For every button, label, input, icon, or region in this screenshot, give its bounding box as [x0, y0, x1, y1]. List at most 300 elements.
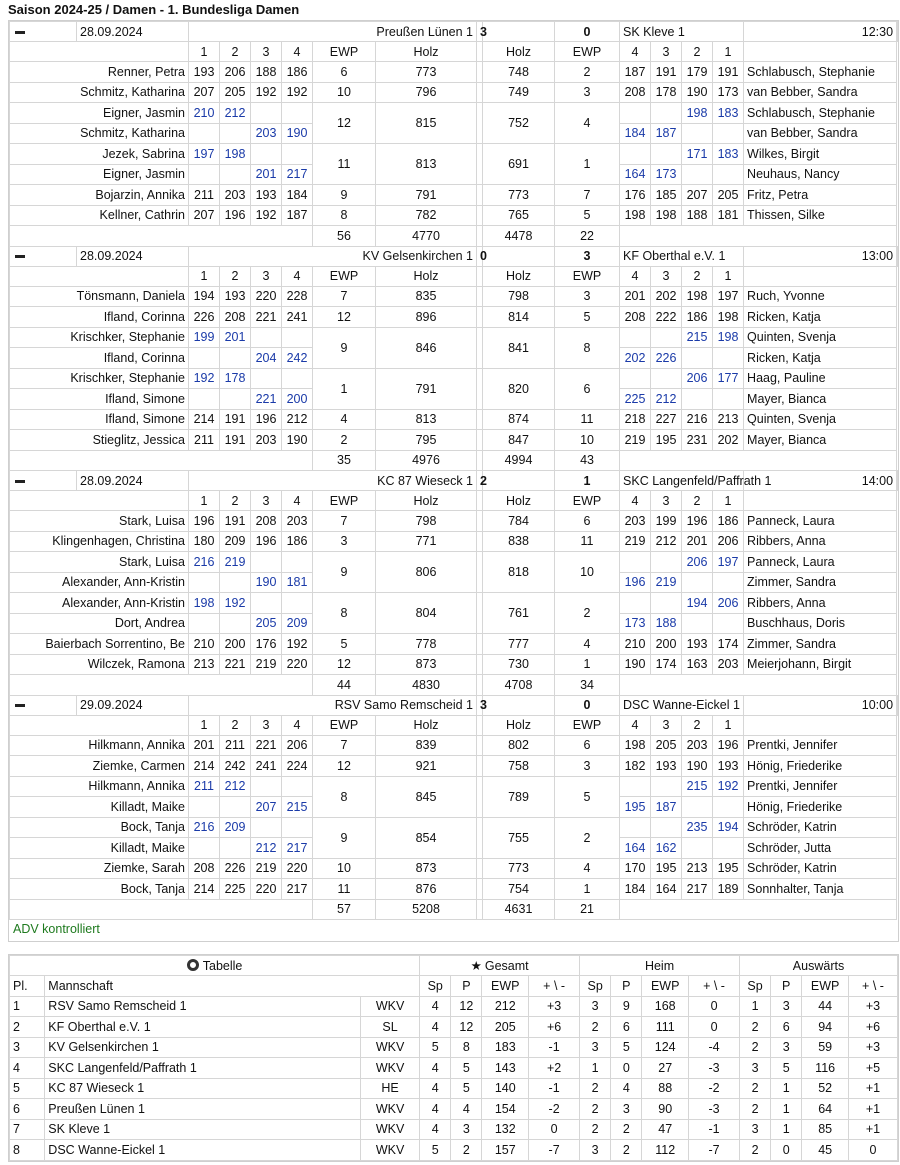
- standings-row: [10, 1058, 898, 1079]
- substitution-row-1: [10, 552, 898, 573]
- away-game-score: 200: [651, 634, 682, 655]
- home-game-score: 212: [251, 838, 282, 859]
- home-game-score: 212: [220, 776, 251, 797]
- home-holz: 813: [376, 144, 477, 185]
- col-sp[interactable]: Sp: [420, 976, 451, 997]
- away-game-score: 187: [651, 797, 682, 818]
- away-player-name: Ribbers, Anna: [744, 531, 897, 552]
- player-row: [10, 286, 898, 307]
- home-game-score: 209: [220, 531, 251, 552]
- away-p: 1: [771, 1119, 802, 1140]
- empty-score: [651, 817, 682, 838]
- col-p[interactable]: P: [771, 976, 802, 997]
- away-player-name: Ricken, Katja: [744, 307, 897, 328]
- col-team[interactable]: Mannschaft: [45, 976, 420, 997]
- away-player-name: Thissen, Silke: [744, 205, 897, 226]
- team-name[interactable]: DSC Wanne-Eickel 1: [45, 1140, 361, 1161]
- home-game-score: 216: [189, 817, 220, 838]
- away-holz: 789: [483, 776, 555, 817]
- toggle-cell: [10, 22, 77, 42]
- home-game-score: 215: [282, 797, 313, 818]
- player-row: [10, 205, 898, 226]
- empty-score: [682, 572, 713, 593]
- away-game-score: 219: [620, 531, 651, 552]
- home-ewp: 1: [313, 368, 376, 409]
- away-sp: 2: [740, 1078, 771, 1099]
- blank: [10, 675, 313, 696]
- home-game-score: 213: [189, 654, 220, 675]
- away-game-score: 190: [682, 82, 713, 103]
- standings-row: [10, 1017, 898, 1038]
- empty-score: [251, 327, 282, 348]
- home-game-score: 214: [189, 756, 220, 777]
- home-sp: 2: [580, 1017, 611, 1038]
- away-sp: 3: [740, 1119, 771, 1140]
- col-ewp: EWP: [555, 491, 620, 511]
- home-p: 4: [611, 1078, 642, 1099]
- region: WKV: [360, 1058, 419, 1079]
- home-game-score: 187: [282, 205, 313, 226]
- away-holz: 691: [483, 144, 555, 185]
- away-match-points: 0: [555, 695, 620, 715]
- col-g4: 4: [282, 42, 313, 62]
- away-game-score: 198: [713, 327, 744, 348]
- away-game-score: 179: [682, 62, 713, 83]
- empty-score: [189, 348, 220, 369]
- home-p: 3: [611, 1099, 642, 1120]
- col-ewp: EWP: [555, 715, 620, 735]
- blank: [744, 266, 897, 286]
- home-game-score: 220: [282, 858, 313, 879]
- adv-status: ADV kontrolliert: [13, 922, 100, 936]
- home-game-score: 178: [220, 368, 251, 389]
- away-team-name[interactable]: SK Kleve 1: [620, 22, 744, 42]
- away-ewp: 116: [802, 1058, 849, 1079]
- away-game-score: 164: [651, 879, 682, 900]
- away-game-score: 208: [620, 307, 651, 328]
- away-holz: 841: [483, 327, 555, 368]
- auswaerts-header[interactable]: Auswärts: [740, 956, 898, 976]
- away-ewp: 94: [802, 1017, 849, 1038]
- region: WKV: [360, 1099, 419, 1120]
- home-diff: -2: [689, 1078, 740, 1099]
- home-holz: 839: [376, 735, 477, 756]
- standings-row: [10, 996, 898, 1017]
- home-game-score: 192: [282, 82, 313, 103]
- game-date: 29.09.2024: [77, 695, 189, 715]
- col-g2: 2: [682, 491, 713, 511]
- empty-score: [651, 776, 682, 797]
- home-holz: 791: [376, 185, 477, 206]
- home-game-score: 226: [220, 858, 251, 879]
- team-name[interactable]: SK Kleve 1: [45, 1119, 361, 1140]
- home-holz-total: 4770: [376, 226, 477, 247]
- col-ewp[interactable]: EWP: [642, 976, 689, 997]
- blank: [10, 266, 189, 286]
- spacer: [483, 246, 555, 266]
- home-game-score: 219: [251, 858, 282, 879]
- home-game-score: 203: [220, 185, 251, 206]
- home-game-score: 211: [189, 430, 220, 451]
- away-player-name: Quinten, Svenja: [744, 327, 897, 348]
- col-holz: Holz: [376, 266, 477, 286]
- col-g4: 4: [282, 266, 313, 286]
- away-team-name[interactable]: KF Oberthal e.V. 1: [620, 246, 744, 266]
- away-game-score: 235: [682, 817, 713, 838]
- empty-score: [651, 327, 682, 348]
- p: 5: [451, 1078, 482, 1099]
- home-match-points: 2: [477, 471, 483, 491]
- home-diff: -1: [689, 1119, 740, 1140]
- collapse-minus-icon[interactable]: [15, 31, 25, 34]
- empty-score: [620, 593, 651, 614]
- home-holz: 806: [376, 552, 477, 593]
- home-holz-total: 4976: [376, 450, 477, 471]
- away-diff: +1: [849, 1099, 898, 1120]
- home-game-score: 191: [220, 409, 251, 430]
- away-game-score: 182: [620, 756, 651, 777]
- sp: 4: [420, 1119, 451, 1140]
- home-team-name[interactable]: Preußen Lünen 1: [189, 22, 477, 42]
- empty-score: [220, 123, 251, 144]
- away-holz: 755: [483, 817, 555, 858]
- home-game-score: 221: [251, 389, 282, 410]
- away-game-score: 164: [620, 838, 651, 859]
- home-ewp-total: 56: [313, 226, 376, 247]
- diff: -2: [529, 1099, 580, 1120]
- game-column-header-row: [10, 715, 898, 735]
- away-game-score: 198: [682, 103, 713, 124]
- home-game-score: 198: [220, 144, 251, 165]
- away-holz: 761: [483, 593, 555, 634]
- home-game-score: 242: [220, 756, 251, 777]
- away-game-score: 195: [620, 797, 651, 818]
- empty-score: [713, 123, 744, 144]
- away-holz: 802: [483, 735, 555, 756]
- player-row: [10, 185, 898, 206]
- away-ewp: 11: [555, 531, 620, 552]
- home-player-name: Stark, Luisa: [10, 552, 189, 573]
- toggle-cell: [10, 695, 77, 715]
- rank: 3: [10, 1037, 45, 1058]
- away-game-score: 183: [713, 103, 744, 124]
- standings-row: [10, 1119, 898, 1140]
- away-ewp: 4: [555, 858, 620, 879]
- p: 2: [451, 1140, 482, 1161]
- game-time: 14:00: [744, 471, 897, 491]
- home-ewp: 124: [642, 1037, 689, 1058]
- blank: [10, 491, 189, 511]
- away-game-score: 193: [651, 756, 682, 777]
- col-g3: 3: [651, 715, 682, 735]
- home-ewp: 7: [313, 286, 376, 307]
- col-g3: 3: [651, 42, 682, 62]
- home-game-score: 176: [251, 634, 282, 655]
- empty-score: [251, 144, 282, 165]
- p: 3: [451, 1119, 482, 1140]
- away-player-name: Quinten, Svenja: [744, 409, 897, 430]
- away-game-score: 173: [620, 613, 651, 634]
- away-holz: 748: [483, 62, 555, 83]
- game-column-header-row: [10, 42, 898, 62]
- away-game-score: 201: [620, 286, 651, 307]
- home-ewp: 9: [313, 552, 376, 593]
- home-holz: 791: [376, 368, 477, 409]
- team-name[interactable]: KC 87 Wieseck 1: [45, 1078, 361, 1099]
- away-game-score: 210: [620, 634, 651, 655]
- home-game-score: 217: [282, 164, 313, 185]
- col-g2: 2: [682, 715, 713, 735]
- home-game-score: 203: [282, 511, 313, 532]
- home-game-score: 221: [251, 735, 282, 756]
- player-row: [10, 879, 898, 900]
- player-row: [10, 82, 898, 103]
- home-player-name: Hilkmann, Annika: [10, 776, 189, 797]
- home-diff: 0: [689, 1017, 740, 1038]
- p: 12: [451, 996, 482, 1017]
- away-game-score: 176: [620, 185, 651, 206]
- gesamt-header[interactable]: ★ Gesamt: [420, 956, 580, 976]
- team-name[interactable]: SKC Langenfeld/Paffrath 1: [45, 1058, 361, 1079]
- away-ewp: 10: [555, 430, 620, 451]
- home-game-score: 228: [282, 286, 313, 307]
- standings-group-header: [10, 956, 898, 976]
- away-sp: 2: [740, 1099, 771, 1120]
- substitution-row-1: [10, 144, 898, 165]
- collapse-minus-icon[interactable]: [15, 480, 25, 483]
- col-ewp[interactable]: EWP: [802, 976, 849, 997]
- col-diff[interactable]: + \ -: [689, 976, 740, 997]
- away-diff: +3: [849, 996, 898, 1017]
- home-game-score: 188: [251, 62, 282, 83]
- home-team-name[interactable]: KC 87 Wieseck 1: [189, 471, 477, 491]
- home-player-name: Ziemke, Sarah: [10, 858, 189, 879]
- col-ewp: EWP: [313, 266, 376, 286]
- substitution-row-1: [10, 593, 898, 614]
- away-p: 5: [771, 1058, 802, 1079]
- away-game-score: 196: [620, 572, 651, 593]
- team-name[interactable]: Preußen Lünen 1: [45, 1099, 361, 1120]
- home-game-score: 241: [251, 756, 282, 777]
- team-name[interactable]: RSV Samo Remscheid 1: [45, 996, 361, 1017]
- empty-score: [620, 144, 651, 165]
- col-ewp: EWP: [313, 491, 376, 511]
- away-game-score: 184: [620, 123, 651, 144]
- region: SL: [360, 1017, 419, 1038]
- away-sp: 2: [740, 1140, 771, 1161]
- away-holz-total: 4994: [483, 450, 555, 471]
- home-game-score: 199: [189, 327, 220, 348]
- col-g1: 1: [189, 715, 220, 735]
- away-holz: 814: [483, 307, 555, 328]
- away-diff: +1: [849, 1078, 898, 1099]
- status-cell: [897, 471, 898, 491]
- col-g3: 3: [651, 266, 682, 286]
- home-player-name: Ifland, Simone: [10, 389, 189, 410]
- away-p: 6: [771, 1017, 802, 1038]
- away-player-name: Ricken, Katja: [744, 348, 897, 369]
- home-player-name: Krischker, Stephanie: [10, 368, 189, 389]
- empty-score: [620, 817, 651, 838]
- home-game-score: 198: [189, 593, 220, 614]
- away-team-name[interactable]: DSC Wanne-Eickel 1: [620, 695, 744, 715]
- home-game-score: 207: [189, 205, 220, 226]
- empty-score: [620, 552, 651, 573]
- tabelle-header[interactable]: Tabelle: [10, 956, 420, 976]
- home-game-score: 208: [189, 858, 220, 879]
- away-game-score: 193: [713, 756, 744, 777]
- col-sp[interactable]: Sp: [740, 976, 771, 997]
- away-game-score: 185: [651, 185, 682, 206]
- empty-score: [251, 593, 282, 614]
- col-g2: 2: [220, 266, 251, 286]
- away-game-score: 188: [682, 205, 713, 226]
- home-holz: 835: [376, 286, 477, 307]
- collapse-minus-icon[interactable]: [15, 255, 25, 258]
- empty-score: [189, 164, 220, 185]
- empty-score: [189, 613, 220, 634]
- col-rank[interactable]: Pl.: [10, 976, 45, 997]
- away-ewp-total: 22: [555, 226, 620, 247]
- home-ewp: 2: [313, 430, 376, 451]
- home-game-score: 221: [251, 307, 282, 328]
- col-p[interactable]: P: [451, 976, 482, 997]
- away-game-score: 212: [651, 531, 682, 552]
- col-diff[interactable]: + \ -: [529, 976, 580, 997]
- home-player-name: Eigner, Jasmin: [10, 103, 189, 124]
- collapse-minus-icon[interactable]: [15, 704, 25, 707]
- home-game-score: 196: [251, 531, 282, 552]
- home-holz-total: 4830: [376, 675, 477, 696]
- home-player-name: Renner, Petra: [10, 62, 189, 83]
- away-game-score: 198: [651, 205, 682, 226]
- home-player-name: Eigner, Jasmin: [10, 164, 189, 185]
- team-name[interactable]: KF Oberthal e.V. 1: [45, 1017, 361, 1038]
- blank: [620, 450, 897, 471]
- away-game-score: 190: [620, 654, 651, 675]
- home-game-score: 192: [189, 368, 220, 389]
- home-team-name[interactable]: RSV Samo Remscheid 1: [189, 695, 477, 715]
- home-player-name: Ziemke, Carmen: [10, 756, 189, 777]
- player-row: [10, 62, 898, 83]
- home-ewp: 5: [313, 634, 376, 655]
- col-holz: Holz: [483, 42, 555, 62]
- region: HE: [360, 1078, 419, 1099]
- game-time: 13:00: [744, 246, 897, 266]
- empty-score: [282, 817, 313, 838]
- home-ewp-total: 44: [313, 675, 376, 696]
- home-player-name: Dort, Andrea: [10, 613, 189, 634]
- rank: 1: [10, 996, 45, 1017]
- totals-row: [10, 675, 898, 696]
- home-holz: 778: [376, 634, 477, 655]
- rank: 4: [10, 1058, 45, 1079]
- home-ewp: 8: [313, 776, 376, 817]
- col-sp[interactable]: Sp: [580, 976, 611, 997]
- heim-header[interactable]: Heim: [580, 956, 740, 976]
- away-game-score: 193: [682, 634, 713, 655]
- home-game-score: 225: [220, 879, 251, 900]
- home-p: 5: [611, 1037, 642, 1058]
- away-ewp: 4: [555, 634, 620, 655]
- col-p[interactable]: P: [611, 976, 642, 997]
- away-diff: +5: [849, 1058, 898, 1079]
- home-game-score: 212: [282, 409, 313, 430]
- home-game-score: 191: [220, 430, 251, 451]
- sp: 4: [420, 1017, 451, 1038]
- away-team-name[interactable]: SKC Langenfeld/Paffrath 1: [620, 471, 744, 491]
- away-diff: +3: [849, 1037, 898, 1058]
- home-sp: 2: [580, 1099, 611, 1120]
- team-name[interactable]: KV Gelsenkirchen 1: [45, 1037, 361, 1058]
- home-holz: 873: [376, 654, 477, 675]
- away-game-score: 215: [682, 327, 713, 348]
- away-holz: 773: [483, 858, 555, 879]
- col-ewp: EWP: [313, 715, 376, 735]
- home-sp: 3: [580, 1140, 611, 1161]
- home-p: 6: [611, 1017, 642, 1038]
- home-game-score: 207: [251, 797, 282, 818]
- home-ewp: 168: [642, 996, 689, 1017]
- col-diff[interactable]: + \ -: [849, 976, 898, 997]
- standings-row: [10, 1140, 898, 1161]
- home-game-score: 196: [251, 409, 282, 430]
- col-ewp[interactable]: EWP: [482, 976, 529, 997]
- home-game-score: 192: [282, 634, 313, 655]
- empty-score: [713, 164, 744, 185]
- home-team-name[interactable]: KV Gelsenkirchen 1: [189, 246, 477, 266]
- away-p: 3: [771, 1037, 802, 1058]
- away-diff: 0: [849, 1140, 898, 1161]
- home-game-score: 200: [282, 389, 313, 410]
- toggle-cell: [10, 246, 77, 266]
- home-game-score: 196: [220, 205, 251, 226]
- empty-score: [282, 144, 313, 165]
- substitution-row-1: [10, 368, 898, 389]
- away-game-score: 207: [682, 185, 713, 206]
- col-g1: 1: [189, 266, 220, 286]
- away-holz: 838: [483, 531, 555, 552]
- rank: 7: [10, 1119, 45, 1140]
- home-ewp: 10: [313, 82, 376, 103]
- home-diff: -7: [689, 1140, 740, 1161]
- home-player-name: Krischker, Stephanie: [10, 327, 189, 348]
- substitution-row-1: [10, 327, 898, 348]
- away-p: 3: [771, 996, 802, 1017]
- away-ewp: 8: [555, 327, 620, 368]
- away-ewp: 4: [555, 103, 620, 144]
- home-ewp-total: 35: [313, 450, 376, 471]
- ewp: 154: [482, 1099, 529, 1120]
- player-row: [10, 858, 898, 879]
- away-ewp: 1: [555, 654, 620, 675]
- blank: [620, 675, 897, 696]
- home-game-score: 190: [251, 572, 282, 593]
- empty-score: [682, 613, 713, 634]
- spacer: [483, 471, 555, 491]
- player-row: [10, 756, 898, 777]
- home-game-score: 192: [251, 82, 282, 103]
- away-player-name: Schröder, Katrin: [744, 858, 897, 879]
- col-g2: 2: [682, 266, 713, 286]
- home-player-name: Hilkmann, Annika: [10, 735, 189, 756]
- home-game-score: 201: [189, 735, 220, 756]
- game-column-header-row: [10, 491, 898, 511]
- empty-score: [682, 348, 713, 369]
- home-game-score: 220: [251, 879, 282, 900]
- col-g2: 2: [220, 715, 251, 735]
- col-g1: 1: [189, 42, 220, 62]
